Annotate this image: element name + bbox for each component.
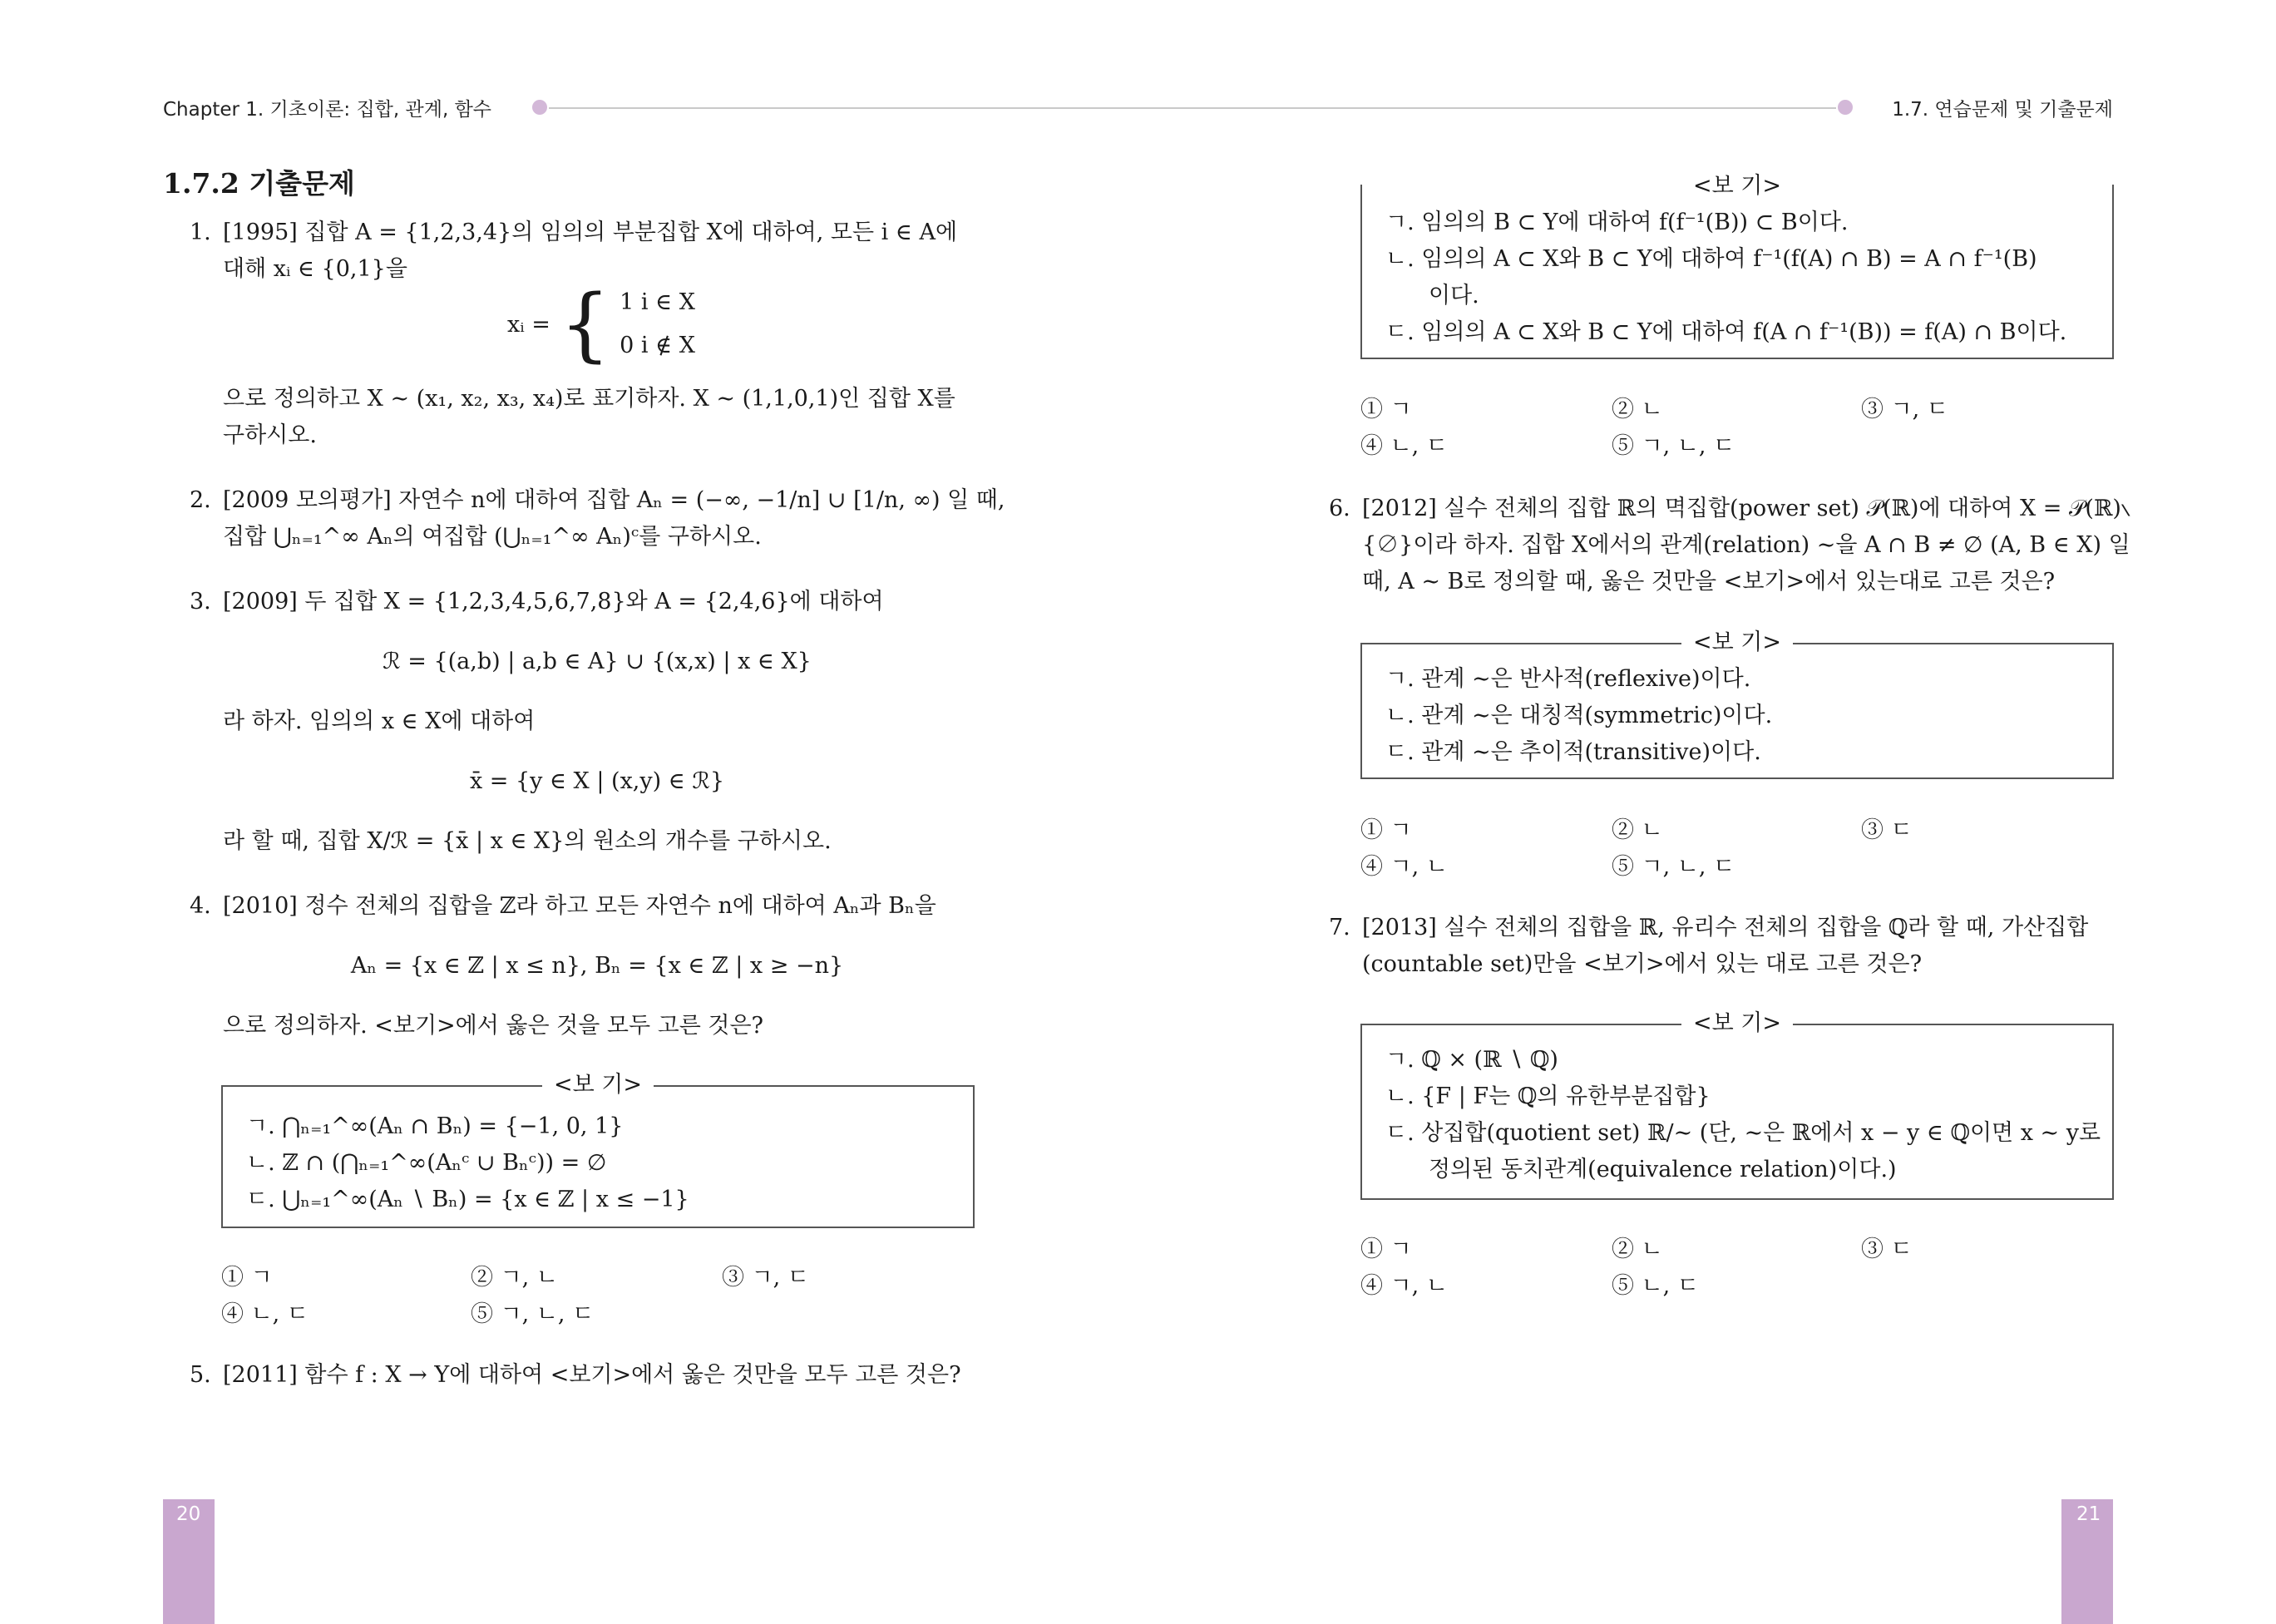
header-dot-right (1838, 100, 1853, 115)
example-item-cont: 정의된 동치관계(equivalence relation)이다.) (1429, 1157, 1897, 1182)
problem-4 (190, 888, 936, 925)
example-item: ㄴ. 관계 ∼은 대칭적(symmetric)이다. (1385, 703, 1773, 728)
problem-text-line: [2013] 실수 전체의 집합을 ℝ, 유리수 전체의 집합을 ℚ라 할 때, 가산집합 (1362, 915, 2089, 940)
example-item: ㄷ. 상집합(quotient set) ℝ/∼ (단, ∼은 ℝ에서 x − y ∈ ℚ이면 x ∼ y로 (1385, 1120, 2101, 1146)
problem-text-line: [2012] 실수 전체의 집합 ℝ의 멱집합(power set) 𝒫(ℝ)에 대하여 X = 𝒫(ℝ)∖ (1362, 496, 2130, 521)
problem-text-line: [2009 모의평가] 자연수 n에 대하여 집합 Aₙ = (−∞, −1/n] ∪ [1/n, ∞) 일 때, (223, 487, 1005, 513)
example-box-title (1362, 1005, 2112, 1042)
answer-choice-4[interactable]: ④ ㄱ, ㄴ (1360, 1273, 1448, 1299)
problem-text-line: 때, A ∼ B로 정의할 때, 옳은 것만을 <보기>에서 있는대로 고른 것은? (1362, 569, 2056, 595)
example-box-title (223, 1067, 973, 1103)
problem-text-line: (countable set)만을 <보기>에서 있는 대로 고른 것은? (1362, 951, 1923, 977)
answer-choice-4[interactable]: ④ ㄱ, ㄴ (1360, 854, 1448, 880)
answer-choice-1[interactable]: ① ㄱ (1360, 397, 1412, 422)
answer-choice-2[interactable]: ② ㄴ (1612, 397, 1663, 422)
problem-5 (190, 1357, 961, 1394)
problem-text-line: 으로 정의하자. <보기>에서 옳은 것을 모두 고른 것은? (223, 1013, 764, 1039)
example-box (1360, 629, 2114, 779)
example-item: ㄱ. ℚ × (ℝ ∖ ℚ) (1385, 1047, 1558, 1073)
problem-6 (1329, 491, 2130, 600)
answer-choice-5[interactable]: ⑤ ㄴ, ㄷ (1612, 1273, 1699, 1299)
display-equation: Aₙ = {x ∈ ℤ | x ≤ n}, Bₙ = {x ∈ ℤ | x ≥ −n} (350, 953, 844, 979)
problem-number: 4. (190, 893, 211, 919)
display-equation: x̄ = {y ∈ X | (x,y) ∈ ℛ} (469, 768, 725, 794)
page-number-right: 21 (2076, 1503, 2101, 1525)
answer-choice-1[interactable]: ① ㄱ (1360, 817, 1412, 843)
answer-choice-2[interactable]: ② ㄴ (1612, 1237, 1663, 1262)
running-header-left: Chapter 1. 기초이론: 집합, 관계, 함수 (163, 99, 492, 121)
answer-choice-4[interactable]: ④ ㄴ, ㄷ (1360, 433, 1448, 459)
brace-symbol: { (559, 278, 611, 371)
example-box-title (1362, 168, 2112, 205)
example-item-cont: 이다. (1429, 283, 1479, 309)
problem-text-line: 라 할 때, 집합 X/ℛ = {x̄ | x ∈ X}의 원소의 개수를 구하시오. (223, 828, 832, 854)
problem-text-line: [2010] 정수 전체의 집합을 ℤ라 하고 모든 자연수 n에 대하여 Aₙ과 Bₙ을 (223, 893, 936, 919)
problem-text-line: 대해 xᵢ ∈ {0,1}을 (223, 256, 407, 282)
example-item: ㄱ. 관계 ∼은 반사적(reflexive)이다. (1385, 666, 1751, 692)
problem-number: 2. (190, 487, 211, 513)
header-dot-left (532, 100, 547, 115)
problem-text-line: [2011] 함수 f : X → Y에 대하여 <보기>에서 옳은 것만을 모두 고른 것은? (223, 1362, 961, 1388)
example-box (221, 1072, 975, 1228)
answer-choice-2[interactable]: ② ㄱ, ㄴ (471, 1265, 558, 1291)
problem-text-line: 으로 정의하고 X ∼ (x₁, x₂, x₃, x₄)로 표기하자. X ∼ (1,1,0,1)인 집합 X를 (223, 386, 955, 412)
problem-1-cont (223, 381, 955, 454)
example-item: ㄴ. 임의의 A ⊂ X와 B ⊂ Y에 대하여 f⁻¹(f(A) ∩ B) = A ∩ f⁻¹(B) (1385, 246, 2037, 272)
problem-number: 7. (1329, 915, 1350, 940)
example-box (1360, 1010, 2114, 1200)
example-box-title-text: <보 기> (1681, 629, 1793, 655)
example-item: ㄱ. ⋂ₙ₌₁^∞(Aₙ ∩ Bₙ) = {−1, 0, 1} (246, 1113, 624, 1139)
section-title: 1.7.2 기출문제 (163, 167, 355, 200)
problem-number: 3. (190, 589, 211, 615)
problem-2 (190, 482, 1005, 555)
header-rule (549, 107, 1836, 109)
answer-choice-3[interactable]: ③ ㄱ, ㄷ (722, 1265, 809, 1291)
problem-text-line: 구하시오. (223, 422, 317, 448)
problem-number: 5. (190, 1362, 211, 1388)
display-equation: ℛ = {(a,b) | a,b ∈ A} ∪ {(x,x) | x ∈ X} (383, 649, 812, 674)
answer-choice-5[interactable]: ⑤ ㄱ, ㄴ, ㄷ (1612, 433, 1735, 459)
case-line: 0 i ∉ X (620, 333, 695, 358)
answer-choice-2[interactable]: ② ㄴ (1612, 817, 1663, 843)
example-box-title-text: <보 기> (1681, 173, 1793, 199)
problem-4-cont (223, 1008, 763, 1044)
problem-text-line: 집합 ⋃ₙ₌₁^∞ Aₙ의 여집합 (⋃ₙ₌₁^∞ Aₙ)ᶜ를 구하시오. (223, 524, 762, 550)
running-header-right: 1.7. 연습문제 및 기출문제 (1892, 99, 2113, 121)
example-item: ㄴ. ℤ ∩ (⋂ₙ₌₁^∞(Aₙᶜ ∪ Bₙᶜ)) = ∅ (246, 1150, 607, 1176)
example-item: ㄷ. ⋃ₙ₌₁^∞(Aₙ ∖ Bₙ) = {x ∈ ℤ | x ≤ −1} (246, 1187, 689, 1212)
problem-1 (190, 215, 958, 288)
example-box-title (1362, 624, 2112, 661)
case-line: 1 i ∈ X (620, 289, 695, 315)
answer-choice-3[interactable]: ③ ㄷ (1861, 1237, 1913, 1262)
answer-choice-3[interactable]: ③ ㄱ, ㄷ (1861, 397, 1948, 422)
example-box-title-text: <보 기> (1681, 1010, 1793, 1036)
example-box (1360, 173, 2114, 359)
problem-text-line: 라 하자. 임의의 x ∈ X에 대하여 (223, 708, 536, 734)
answer-choice-1[interactable]: ① ㄱ (221, 1265, 273, 1291)
answer-choice-3[interactable]: ③ ㄷ (1861, 817, 1913, 843)
example-item: ㄷ. 임의의 A ⊂ X와 B ⊂ Y에 대하여 f(A ∩ f⁻¹(B)) = f(A) ∩ B이다. (1385, 319, 2067, 345)
problem-3-cont2 (223, 823, 832, 860)
page-number-left: 20 (176, 1503, 201, 1525)
answer-choice-5[interactable]: ⑤ ㄱ, ㄴ, ㄷ (471, 1301, 595, 1327)
answer-choice-5[interactable]: ⑤ ㄱ, ㄴ, ㄷ (1612, 854, 1735, 880)
piecewise-definition (507, 278, 695, 371)
answer-choice-4[interactable]: ④ ㄴ, ㄷ (221, 1301, 309, 1327)
problem-3-cont (223, 703, 535, 740)
piecewise-cases (620, 281, 695, 368)
problem-number: 6. (1329, 496, 1350, 521)
problem-text-line: [2009] 두 집합 X = {1,2,3,4,5,6,7,8}와 A = {2,4,6}에 대하여 (223, 589, 884, 615)
example-item: ㄴ. {F | F는 ℚ의 유한부분집합} (1385, 1083, 1711, 1109)
problem-7 (1329, 910, 2089, 983)
example-box-title-text: <보 기> (542, 1072, 654, 1098)
problem-number: 1. (190, 220, 211, 245)
problem-text-line: {∅}이라 하자. 집합 X에서의 관계(relation) ∼을 A ∩ B ≠ ∅ (A, B ∈ X) 일 (1362, 532, 2130, 558)
problem-text-line: [1995] 집합 A = {1,2,3,4}의 임의의 부분집합 X에 대하여, 모든 i ∈ A에 (223, 220, 958, 245)
answer-choice-1[interactable]: ① ㄱ (1360, 1237, 1412, 1262)
example-item: ㄱ. 임의의 B ⊂ Y에 대하여 f(f⁻¹(B)) ⊂ B이다. (1385, 210, 1849, 235)
piecewise-lhs: xᵢ = (507, 311, 550, 338)
example-item: ㄷ. 관계 ∼은 추이적(transitive)이다. (1385, 739, 1761, 765)
problem-3 (190, 584, 884, 620)
